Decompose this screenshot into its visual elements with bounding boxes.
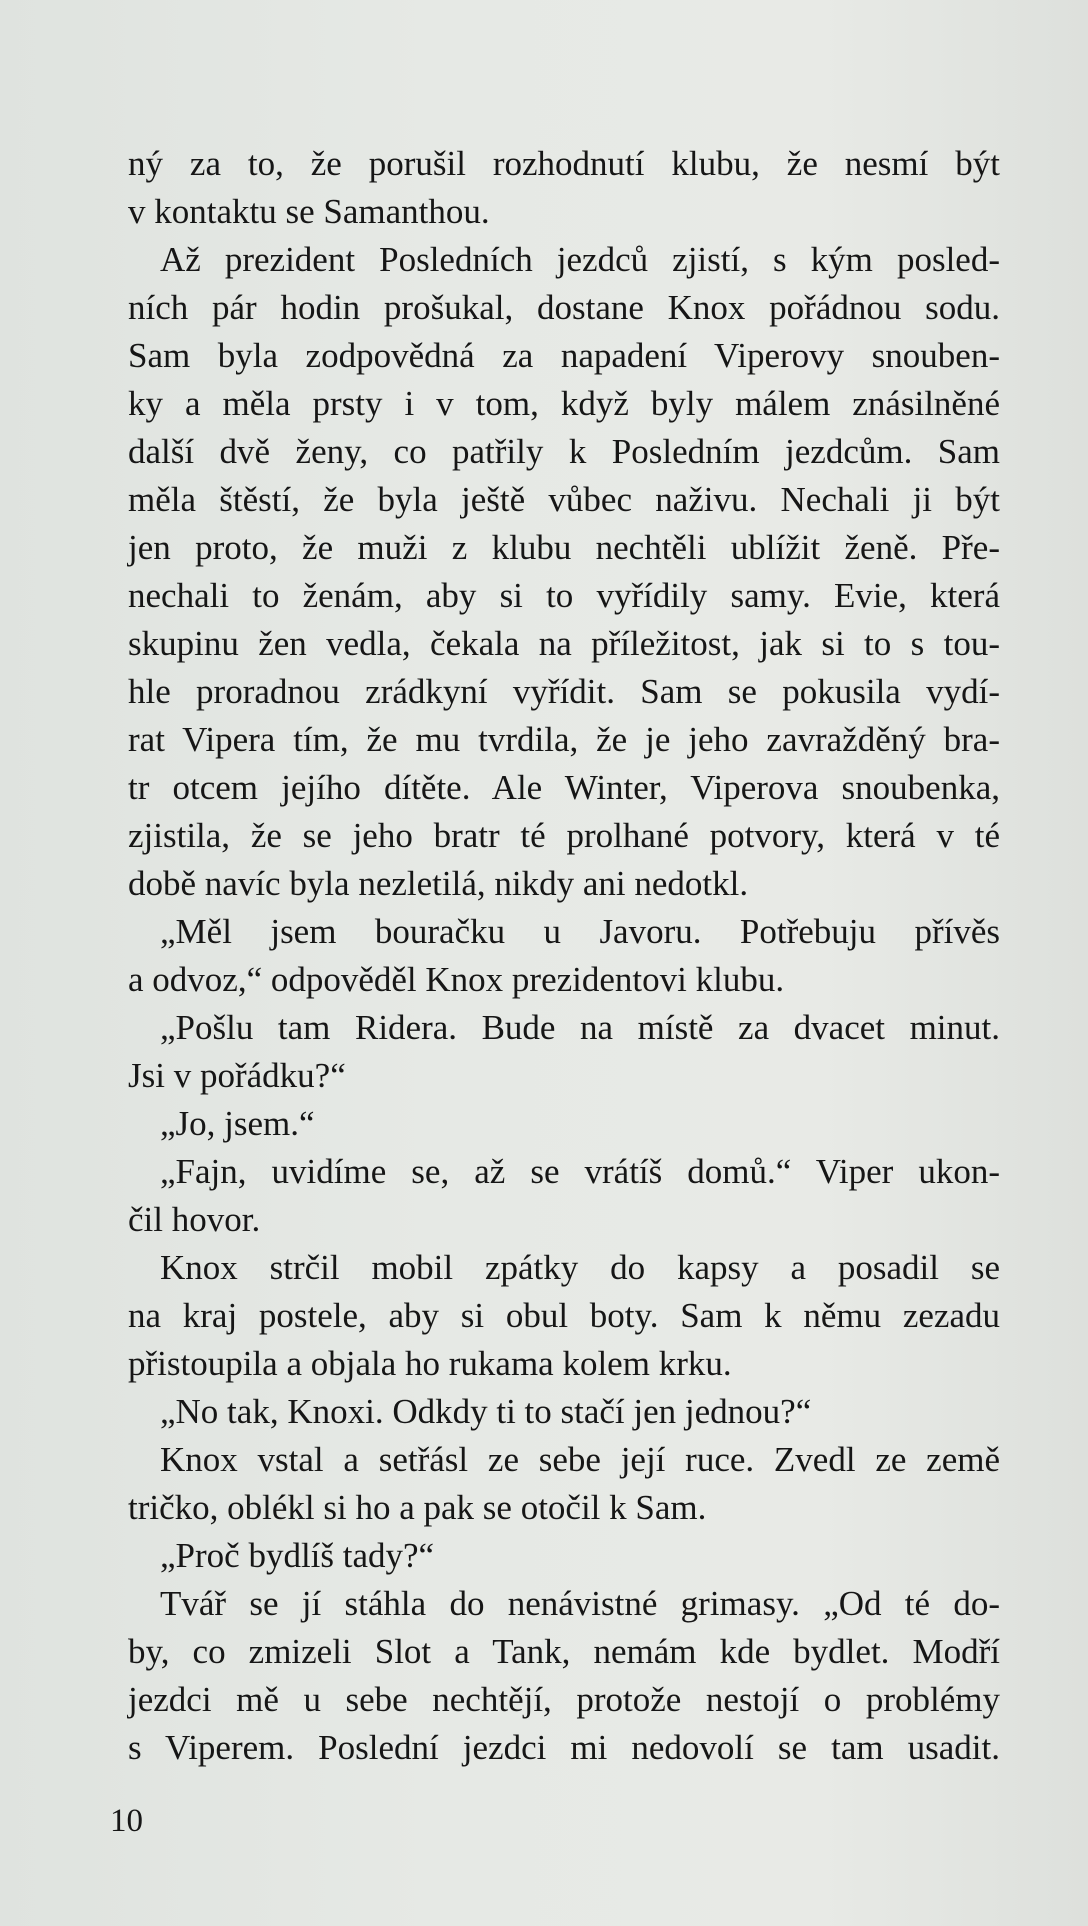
text-line: rat Vipera tím, že mu tvrdila, že je jeho zavražděný bra- xyxy=(128,720,1000,759)
text-line: další dvě ženy, co patřily k Posledním jezdcům. Sam xyxy=(128,432,1000,471)
text-line: ních pár hodin prošukal, dostane Knox pořádnou sodu. xyxy=(128,288,1000,327)
text-line: Tvář se jí stáhla do nenávistné grimasy. „Od té do- xyxy=(160,1584,1000,1623)
text-line: tričko, oblékl si ho a pak se otočil k Sam. xyxy=(128,1488,707,1527)
text-line: Jsi v pořádku?“ xyxy=(128,1056,346,1095)
text-line: tr otcem jejího dítěte. Ale Winter, Viperova snoubenka, xyxy=(128,768,1000,807)
text-line: době navíc byla nezletilá, nikdy ani nedotkl. xyxy=(128,864,749,903)
text-line: „Pošlu tam Ridera. Bude na místě za dvacet minut. xyxy=(160,1008,1000,1047)
text-line: ný za to, že porušil rozhodnutí klubu, že nesmí být xyxy=(128,144,1000,183)
text-line: měla štěstí, že byla ještě vůbec naživu. Nechali ji být xyxy=(128,480,1000,519)
text-line: zjistila, že se jeho bratr té prolhané potvory, která v té xyxy=(128,816,1000,855)
text-line: „Jo, jsem.“ xyxy=(160,1104,315,1143)
text-line: Knox strčil mobil zpátky do kapsy a posadil se xyxy=(160,1248,1000,1287)
text-line: Až prezident Posledních jezdců zjistí, s kým posled- xyxy=(160,240,1000,279)
text-line: a odvoz,“ odpověděl Knox prezidentovi klubu. xyxy=(128,960,785,999)
text-line: „Fajn, uvidíme se, až se vrátíš domů.“ Viper ukon- xyxy=(160,1152,1000,1191)
text-line: ky a měla prsty i v tom, když byly málem znásilněné xyxy=(128,384,1000,423)
page-number: 10 xyxy=(110,1803,143,1839)
text-line: „Proč bydlíš tady?“ xyxy=(160,1536,435,1575)
text-line: hle proradnou zrádkyní vyřídit. Sam se pokusila vydí- xyxy=(128,672,1000,711)
text-line: nechali to ženám, aby si to vyřídily samy. Evie, která xyxy=(128,576,1000,615)
text-line: „No tak, Knoxi. Odkdy ti to stačí jen jednou?“ xyxy=(160,1392,812,1431)
text-line: by, co zmizeli Slot a Tank, nemám kde bydlet. Modří xyxy=(128,1632,1000,1671)
text-line: s Viperem. Poslední jezdci mi nedovolí se tam usadit. xyxy=(128,1728,1000,1767)
text-line: skupinu žen vedla, čekala na příležitost, jak si to s tou- xyxy=(128,624,1000,663)
text-line: čil hovor. xyxy=(128,1200,261,1239)
text-line: Knox vstal a setřásl ze sebe její ruce. Zvedl ze země xyxy=(160,1440,1000,1479)
text-line: v kontaktu se Samanthou. xyxy=(128,192,490,231)
text-line: „Měl jsem bouračku u Javoru. Potřebuju přívěs xyxy=(160,912,1000,951)
text-line: přistoupila a objala ho rukama kolem krku. xyxy=(128,1344,732,1383)
text-line: jen proto, že muži z klubu nechtěli ublížit ženě. Pře- xyxy=(128,528,1000,567)
text-line: na kraj postele, aby si obul boty. Sam k němu zezadu xyxy=(128,1296,1000,1335)
text-line: jezdci mě u sebe nechtějí, protože nestojí o problémy xyxy=(128,1680,1000,1719)
text-line: Sam byla zodpovědná za napadení Viperovy snouben- xyxy=(128,336,1000,375)
